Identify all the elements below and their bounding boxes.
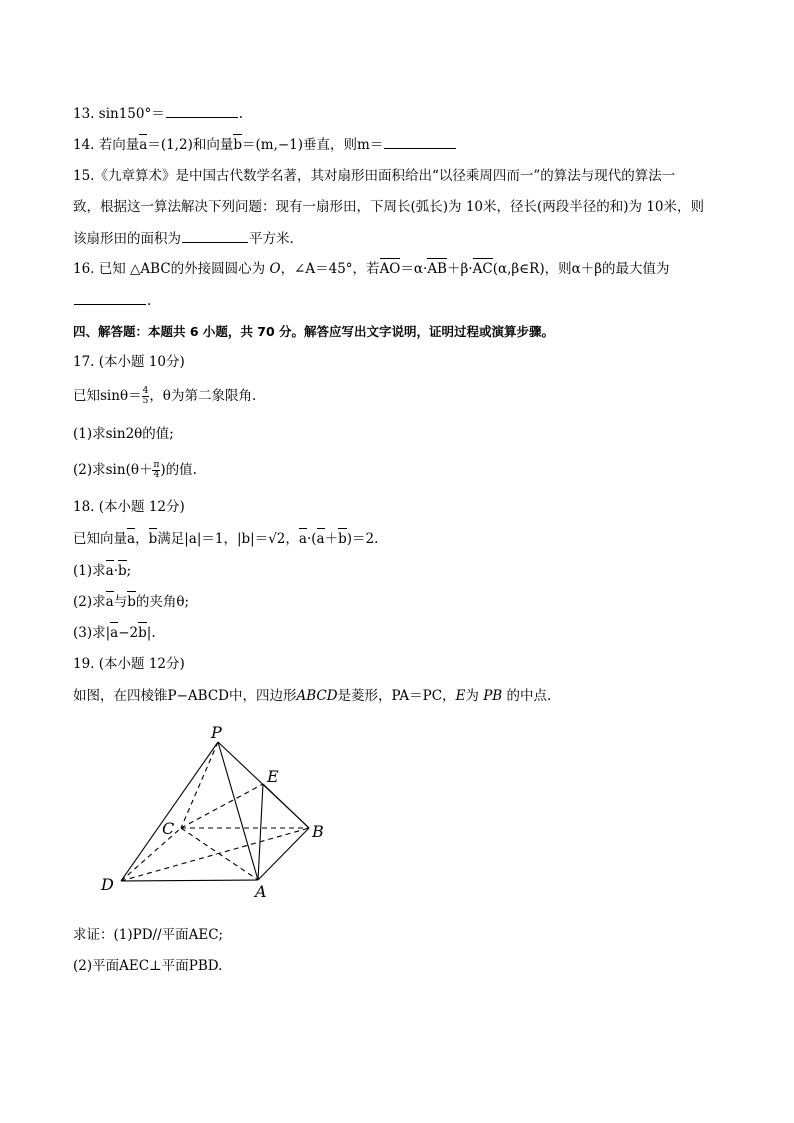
point-o: O bbox=[269, 261, 281, 277]
q18-text: ·( bbox=[306, 531, 317, 547]
answer-blank bbox=[74, 290, 146, 305]
q19-proof-part1: 求证：(1)PD//平面AEC; bbox=[73, 927, 224, 943]
question-15-line1: 15.《九章算术》是中国古代数学名著，其对扇形田面积给出“以径乘周四而一”的算法与现代的算法一 bbox=[73, 168, 676, 184]
edge-pc bbox=[181, 742, 218, 828]
q19-proof-part2: (2)平面AEC⊥平面PBD. bbox=[73, 958, 223, 974]
vector-b: b bbox=[127, 594, 136, 610]
vector-b: b bbox=[233, 137, 242, 153]
q16-text: ，∠A＝45°，若 bbox=[280, 261, 380, 277]
section-4-heading: 四、解答题：本题共 6 小题，共 70 分。解答应写出文字说明，证明过程或演算步骤。 bbox=[73, 324, 555, 339]
q14-text: ＝(1,2)和向量 bbox=[147, 137, 234, 153]
edge-pd bbox=[121, 742, 218, 881]
segment-pb: PB bbox=[483, 688, 503, 704]
vector-ao: AO bbox=[379, 261, 401, 277]
q18-given bbox=[73, 529, 378, 549]
q13-text: 13. sin150°＝ bbox=[73, 106, 165, 122]
answer-blank bbox=[182, 228, 248, 243]
question-16-blank-line bbox=[73, 290, 151, 311]
diagonal-db bbox=[121, 828, 309, 881]
q18-text: 已知向量 bbox=[73, 531, 127, 547]
q14-text: 14. 若向量 bbox=[73, 137, 140, 153]
q19-text: 是菱形，PA＝PC， bbox=[337, 688, 456, 704]
q17-text: )的值. bbox=[160, 462, 197, 478]
vector-a: a bbox=[105, 594, 114, 610]
edge-pa bbox=[218, 742, 258, 880]
q17-part1: (1)求sin2θ的值; bbox=[73, 426, 174, 442]
q18-text: 与 bbox=[113, 594, 128, 610]
vector-b: b bbox=[338, 531, 347, 547]
q18-part2 bbox=[73, 592, 189, 612]
q18-heading: 18. (本小题 12分) bbox=[73, 499, 185, 515]
q18-text: · bbox=[113, 563, 118, 579]
vector-a: a bbox=[105, 563, 114, 579]
vector-a: a bbox=[298, 531, 307, 547]
vector-a: a bbox=[139, 137, 148, 153]
quad-abcd: ABCD bbox=[296, 688, 338, 704]
question-15-line3 bbox=[73, 228, 294, 249]
question-13 bbox=[73, 103, 243, 124]
label-a: A bbox=[255, 882, 267, 901]
segment-eb bbox=[263, 784, 309, 828]
vector-a: a bbox=[127, 531, 136, 547]
q17-part2 bbox=[73, 460, 197, 480]
q19-heading: 19. (本小题 12分) bbox=[73, 656, 185, 672]
q16-text: (α,β∈R)，则α＋β的最大值为 bbox=[492, 261, 670, 277]
vector-ab: AB bbox=[427, 261, 447, 277]
q15-text: 该扇形田的面积为 bbox=[73, 231, 181, 247]
vector-ac: AC bbox=[472, 261, 493, 277]
vector-b: b bbox=[148, 531, 158, 547]
q15-text: 平方米. bbox=[249, 231, 294, 247]
diagonal-ca bbox=[181, 828, 258, 880]
pyramid-figure bbox=[95, 722, 345, 902]
q16-tail: . bbox=[147, 293, 152, 309]
question-15-line2: 致，根据这一算法解决下列问题：现有一扇形田，下周长(弧长)为 10米，径长(两段半径的和)为 10米，则 bbox=[73, 199, 705, 215]
point-e: E bbox=[455, 688, 466, 704]
q14-text: ＝(m,−1)垂直，则m＝ bbox=[242, 137, 384, 153]
question-16 bbox=[73, 259, 670, 279]
q13-tail: . bbox=[238, 106, 244, 122]
q18-text: (2)求 bbox=[73, 594, 106, 610]
q18-text: 满足|a|＝1，|b|＝√2， bbox=[157, 531, 299, 547]
segment-ae bbox=[258, 784, 263, 880]
q18-part3 bbox=[73, 623, 156, 643]
q18-text: (3)求| bbox=[73, 625, 111, 641]
q16-text: ＝α· bbox=[400, 261, 428, 277]
q18-text: ， bbox=[135, 531, 149, 547]
label-b: B bbox=[312, 822, 324, 841]
q16-text: ＋β· bbox=[446, 261, 473, 277]
q17-given bbox=[73, 386, 256, 406]
q19-text: 为 bbox=[465, 688, 484, 704]
vector-b: b bbox=[117, 563, 127, 579]
q18-text: )＝2. bbox=[346, 531, 379, 547]
label-d: D bbox=[101, 875, 114, 894]
label-e: E bbox=[267, 767, 279, 786]
q18-text: 的夹角θ; bbox=[135, 594, 190, 610]
denominator: 4 bbox=[153, 470, 160, 480]
q17-heading: 17. (本小题 10分) bbox=[73, 354, 185, 370]
label-p: P bbox=[211, 723, 222, 742]
q18-text: |. bbox=[146, 625, 156, 641]
q17-text: 已知sinθ＝ bbox=[73, 388, 142, 404]
q18-text: −2 bbox=[118, 625, 139, 641]
q17-text: ，θ为第二象限角. bbox=[149, 388, 257, 404]
q18-text: (1)求 bbox=[73, 563, 106, 579]
numerator: π bbox=[153, 460, 160, 470]
q19-text: 的中点. bbox=[502, 688, 552, 704]
vector-b: b bbox=[138, 625, 147, 641]
q18-text: ; bbox=[126, 563, 132, 579]
edge-ab bbox=[258, 828, 309, 880]
answer-blank bbox=[384, 134, 456, 149]
edge-da bbox=[121, 880, 258, 881]
q17-text: (2)求sin(θ＋ bbox=[73, 462, 153, 478]
numerator: 4 bbox=[142, 386, 149, 396]
q19-text: 如图，在四棱锥P−ABCD中，四边形 bbox=[73, 688, 297, 704]
question-14 bbox=[73, 134, 457, 155]
vector-a: a bbox=[110, 625, 119, 641]
segment-ce bbox=[181, 784, 263, 828]
q19-given bbox=[73, 686, 551, 706]
q18-text: ＋ bbox=[324, 531, 339, 547]
answer-blank bbox=[166, 103, 238, 118]
vector-a: a bbox=[316, 531, 325, 547]
q16-text: 16. 已知 △ABC的外接圆圆心为 bbox=[73, 261, 270, 277]
label-c: C bbox=[162, 819, 175, 838]
denominator: 5 bbox=[142, 396, 149, 406]
q18-part1 bbox=[73, 561, 131, 581]
